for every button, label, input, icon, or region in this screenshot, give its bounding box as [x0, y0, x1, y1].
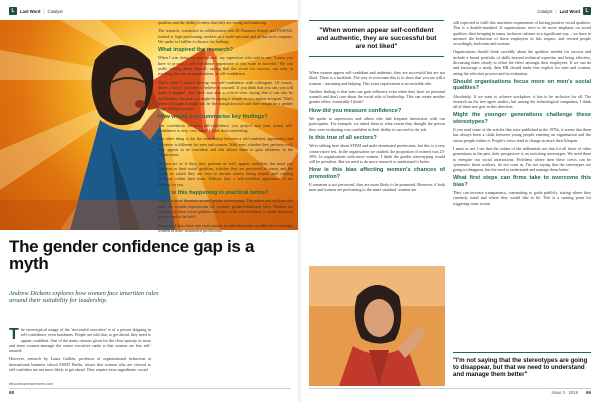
paragraph: The research, conducted in collaboration with IE Business School and INSEAD, looked at high-performing workers at a multi-national and global tech company. We spoke to Guillén to discuss the findings. [158, 28, 293, 44]
paragraph: still expected to fulfil this unwritten requirement of having positive social qualities. This is a double-standard. If organisations were to do more emphasis on social qualities, then bringing in many inclusive cultures in a significant way – we have to measure the behaviour of those employees in this respect, and reward people accordingly, both men and women. [453, 20, 591, 47]
paragraph: qualities and the ability to show that they are caring and nurturing. [158, 20, 267, 25]
intro-paragraph [9, 327, 151, 353]
paragraph: Absolutely. If we want to achieve workplace, it has to be inclusive for all. The research on the tree agree studies, but among the technological companies, I think all of these tree gets in this direction. [453, 93, 591, 110]
pull-quote-top: "When women appear self-confident and authentic, they are successful but are not liked" [309, 20, 444, 57]
header-section: Catalyst [47, 8, 63, 14]
subheading: Should organisations focus more on men's social qualities? [453, 78, 591, 92]
page-number-left: 68 [9, 390, 15, 395]
paragraph: We're talking here about STEM and male-dominated professions, but this is a very conservative test. In the organisation we studied, the proportion of women was 25-30%. In organisations with more women, I think the gender stereotyping would still be prevalent. But we need to do more research to understand it better. [309, 143, 445, 165]
issue-label: Issue 3 · 2019 [551, 390, 578, 395]
paragraph: However, research by Laura Guillén, professor of organisational behaviour at international business school ESMT Berlin, shows that women who are viewed as self-confident are not more likely to get ahead. They require extra ingredients: social [9, 356, 151, 373]
subheading: Why is this happening in practical terms? [158, 190, 269, 197]
paragraph: If someone is not perceived, they are more likely to be promoted. However, if both men and women are performing to the same standard, women are [309, 182, 445, 193]
right-header [537, 7, 591, 15]
page-number-right: 69 [585, 390, 591, 395]
drop-cap: T [9, 326, 19, 343]
publication-logo-icon: L [583, 7, 591, 15]
paragraph: Another finding is that men can gain influence even when they have no personal warmth and don't care about the social side of leadership. This can create another gender effect, essentially I think? [309, 88, 445, 105]
paragraph: Organisations should think carefully about the qualities needed for success and include a broad portfolio of skills beyond technical expertise and being effective, discussing them clearly to offset the effect amongst their employees. If we can do and encourage a study, then HR should make this explicit for men and women, rating the selection process and its evaluation. [453, 49, 591, 76]
footer-url[interactable]: ebscobusinessreview.com [9, 382, 54, 386]
portrait-photo [309, 266, 445, 386]
paragraph: I must or not I see that the values of the millennials are that for all those of other generations in the past, their perspective is on switching stereotypes. We need them to energise our social interactions. Problems where then these crews can be systematic those workers, do not want as, I'm not saying that the stereotypes are going to disappear, but the need to understand and manage them better. [453, 145, 591, 173]
right-column-2 [453, 20, 591, 209]
intro-text: he stereotypical image of the 'successful executive' is of a person dripping in self-confidence, even brashness. People are told that, to get ahead, they need to appear confident. One of the many reasons given for the clear sparsity in more and more women amongst the senior executive ranks is that women are less self-assured. [9, 327, 151, 354]
article-headline: The gender confidence gap is a myth [9, 237, 255, 273]
paragraph: That's when I started delving into self-confidence with colleagues. Of course, there's a lot of "you have to believe in yourself. If you think that you can, you will make it happen". But there was also a critical view saying that it can also be problematic, because you might be saying it simply as you appear arrogant. That's when I thought it might not be the straightforward and there might be a gender angle I'd like to study. [158, 79, 293, 112]
right-page [301, 0, 600, 402]
paragraph: Women act as if they, they perform as well, appear confident, but must pay attention to their social qualities, whether they are perceived as warm, and the extent to which they are seen to nurture others, being helpful and creating harmony within their team. Without that, a self-confident appearance is not helping for you. [158, 160, 293, 187]
subheading: What first steps can firms take to overcome this bias? [453, 175, 591, 188]
header-section: Catalyst [537, 8, 553, 14]
paragraph: The other thing is the the relationship between a self-confident appearance and influence is different for men and women. With men, whether they perform well, they appear to be confident and this allows them to gain influence in the organisation. [158, 136, 293, 158]
left-page [0, 0, 299, 402]
subheading: How would you summarise key findings? [158, 114, 268, 121]
publication-logo-icon: L [9, 7, 17, 15]
subheading: How did you measure confidence? [309, 107, 402, 114]
paragraph: When women appear self-confident and authentic, they are successful but are not liked. There is a backlash. The way to overcome this is to show that you are still a woman – nurturing and helping. This extra requirement is an invisible rule. [309, 70, 445, 86]
paragraph: If you read some of the articles that were published in the 1970s, it seems that there has always been a clash between young people entering an organisation and the senior people within it. People's views tend to change as more their lifespan. [453, 127, 591, 143]
header-separator: | [43, 8, 45, 14]
right-column-1 [309, 70, 445, 196]
subheading: What inspired the research? [158, 47, 234, 54]
subheading: How is this bias affecting women's chances of promotion? [309, 167, 445, 180]
paragraph: They can increase transparency, committing to goals publicly, stating where they currently stand and where they would like to be. This is a starting point for triggering some action. [453, 190, 591, 206]
left-header [9, 7, 63, 15]
paragraph: Because of that, these role expectations are prevalent and can affect how we judge women in male-dominated professions. [158, 222, 293, 233]
paragraph: When I was doing my postdoctoral, my supervisor who said to me: "Laura, you have to project a self-confidence appearance if you want to succeed." He was really talking about himself, saying that the secret for success, not only in teaching, but also in organisations, is self-confidence. [158, 55, 293, 77]
portrait-illustration [309, 266, 445, 386]
header-publication: Last Word [20, 8, 41, 14]
subheading: Might the younger generations challenge these stereotypes? [453, 112, 591, 125]
pull-quote-bottom: "I'm not saying that the stereotypes are going to disappear, but that we need to understand and manage them better" [453, 352, 591, 379]
paragraph: The correlation between self-confidence you project and your actual self-confidence is very, very small. I think that's interesting. [158, 122, 293, 134]
footer-rule [9, 388, 291, 389]
paragraph: We spoke to supervisors and others who had frequent interaction with our participants. For example, we asked them to what extent they thought the person they were evaluating was confident in their ability to succeed in the job. [309, 116, 445, 132]
footer-rule [309, 388, 591, 389]
left-column-1 [9, 327, 151, 375]
subheading: Is this true of all sectors? [309, 134, 377, 141]
article-standfirst: Andrew Dickens explores how women face unwritten rules around their suitability for leadership. [9, 290, 159, 305]
left-column-2 [158, 20, 293, 236]
paragraph: There's a lot of literature around gender stereotyping. The notion and attribute that there are certain expectations for women: gender-traditional roles. Women are expected to have social qualities and men to be self-confident, to make decisions quickly and to be bold. [158, 198, 293, 220]
header-separator: | [555, 8, 557, 14]
header-publication: Last Word [559, 8, 580, 14]
